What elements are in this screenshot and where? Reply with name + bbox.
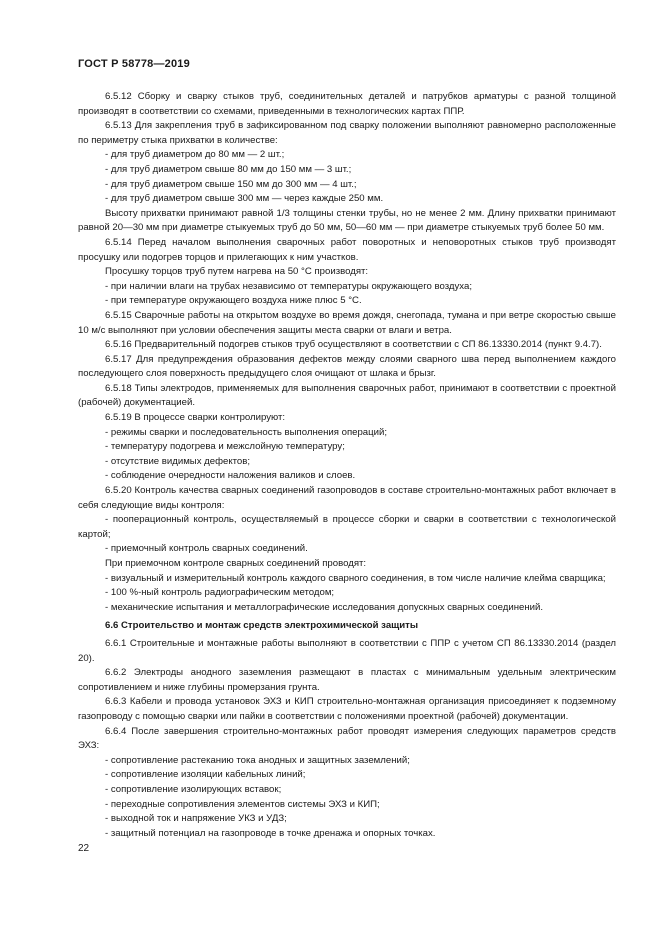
- paragraph-6-5-18: 6.5.18 Типы электродов, применяемых для выполнения сварочных работ, принимают в соответствии с проектной (рабочей) документацией.: [78, 382, 616, 409]
- paragraph-6-6-4: 6.6.4 После завершения строительно-монтажных работ проводят измерения следующих параметров средств ЭХЗ:: [78, 725, 616, 752]
- list-item: - визуальный и измерительный контроль каждого сварного соединения, в том числе наличие клейма сварщика;: [105, 572, 606, 584]
- paragraph-tack-height: Высоту прихватки принимают равной 1/3 толщины стенки трубы, но не менее 2 мм. Длину прихватки принимают равной 20—30 мм при диаметре стыкуемых труб до 50 мм, 50—60 мм — при диаметре стыкуемых труб более 50 мм.: [78, 207, 616, 234]
- list-item: - для труб диаметром свыше 300 мм — через каждые 250 мм.: [105, 193, 384, 205]
- paragraph-6-5-19: 6.5.19 В процессе сварки контролируют:: [105, 412, 286, 424]
- list-item: - выходной ток и напряжение УКЗ и УДЗ;: [105, 813, 287, 825]
- paragraph-acceptance: При приемочном контроле сварных соединений проводят:: [105, 558, 367, 569]
- document-header: ГОСТ Р 58778—2019: [78, 58, 190, 70]
- paragraph-6-5-13: 6.5.13 Для закрепления труб в зафиксированном под сварку положении выполняют равномерно расположенные по периметру стыка прихватки в количестве:: [78, 120, 616, 146]
- paragraph-drying: Просушку торцов труб путем нагрева на 50 °С производят:: [105, 266, 369, 278]
- list-item: - защитный потенциал на газопроводе в точке дренажа и опорных точках.: [105, 827, 436, 839]
- list-item: - пооперационный контроль, осуществляемый в процессе сборки и сварки в соответствии с технологической картой;: [78, 514, 616, 540]
- list-item: - для труб диаметром свыше 80 мм до 150 мм — 3 шт.;: [105, 163, 352, 175]
- document-body: [78, 90, 616, 841]
- list-item: - при наличии влаги на трубах независимо от температуры окружающего воздуха;: [105, 280, 472, 292]
- list-item: - режимы сварки и последовательность выполнения операций;: [105, 426, 388, 438]
- list-item: - при температуре окружающего воздуха ниже плюс 5 °С.: [105, 295, 362, 307]
- list-item: - сопротивление изоляции кабельных линий;: [105, 769, 306, 781]
- paragraph-6-5-12: 6.5.12 Сборку и сварку стыков труб, соединительных деталей и патрубков арматуры с разной толщиной производят в соответствии со схемами, приведенными в технологических картах ППР.: [78, 91, 616, 117]
- list-item: - сопротивление изолирующих вставок;: [105, 783, 282, 795]
- paragraph-6-6-3: 6.6.3 Кабели и провода установок ЭХЗ и КИП строительно-монтажная организация присоединяет к подземному газопроводу с помощью сварки или пайки в соответствии с положениями проектной (рабочей) документации.: [78, 696, 616, 722]
- paragraph-6-5-14: 6.5.14 Перед началом выполнения сварочных работ поворотных и неповоротных стыков труб производят просушку или подогрев торцов и прилегающих к ним участков.: [78, 236, 616, 263]
- list-item: - для труб диаметром свыше 150 мм до 300 мм — 4 шт.;: [105, 178, 357, 190]
- paragraph-6-6-1: 6.6.1 Строительные и монтажные работы выполняют в соответствии с ППР с учетом СП 86.13330.2014 (раздел 20).: [78, 637, 616, 664]
- list-item: - для труб диаметром до 80 мм — 2 шт.;: [105, 149, 285, 161]
- paragraph-6-5-16: 6.5.16 Предварительный подогрев стыков труб осуществляют в соответствии с СП 86.13330.2014 (пункт 9.4.7).: [105, 339, 602, 351]
- list-item: - сопротивление растеканию тока анодных и защитных заземлений;: [105, 754, 410, 766]
- paragraph-6-6-2: 6.6.2 Электроды анодного заземления размещают в пластах с минимальным удельным электрическим сопротивлением и ниже глубины промерзания грунта.: [78, 667, 616, 693]
- section-heading-6-6: 6.6 Строительство и монтаж средств электрохимической защиты: [105, 620, 419, 632]
- list-item: - отсутствие видимых дефектов;: [105, 455, 251, 467]
- paragraph-6-5-20: 6.5.20 Контроль качества сварных соединений газопроводов в составе строительно-монтажных работ включает в себя следующие виды контроля:: [78, 485, 616, 511]
- list-item: - механические испытания и металлографические исследования допускных сварных соединений.: [105, 601, 544, 613]
- paragraph-6-5-15: 6.5.15 Сварочные работы на открытом воздухе во время дождя, снегопада, тумана и при ветре скоростью свыше 10 м/с выполняют при условии обеспечения защиты места сварки от влаги и ветра.: [78, 309, 616, 336]
- list-item: - приемочный контроль сварных соединений.: [105, 543, 308, 555]
- list-item: - соблюдение очередности наложения валиков и слоев.: [105, 470, 356, 482]
- page-number: 22: [78, 843, 90, 854]
- paragraph-6-5-17: 6.5.17 Для предупреждения образования дефектов между слоями сварного шва перед выполнением каждого последующего слоя поверхность предыдущего слоя очищают от шлака и брызг.: [78, 353, 616, 380]
- list-item: - температуру подогрева и межслойную температуру;: [105, 441, 345, 453]
- list-item: - 100 %-ный контроль радиографическим методом;: [105, 587, 335, 599]
- list-item: - переходные сопротивления элементов системы ЭХЗ и КИП;: [105, 798, 380, 810]
